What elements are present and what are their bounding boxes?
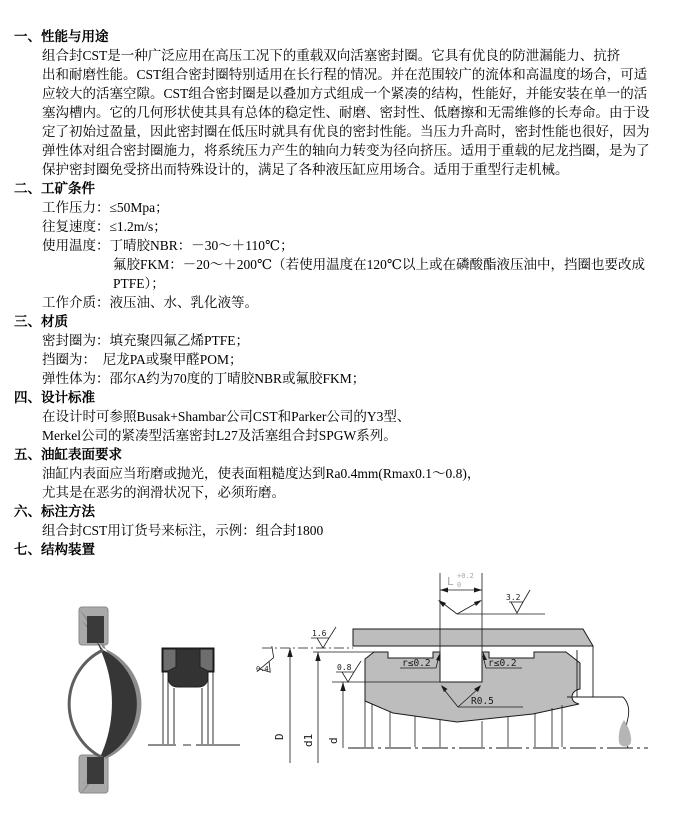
doc-line: 塞沟槽内。它的几何形状使其具有总体的稳定性、耐磨、密封性、低磨擦和无需维修的长寿命。由于设 xyxy=(42,105,650,120)
seal-cross-section xyxy=(148,648,240,745)
seal-end-face-bottom xyxy=(87,757,104,784)
seal-photo-3d xyxy=(69,607,141,795)
seal-inner-edge xyxy=(69,650,103,758)
dim-label-L: L xyxy=(447,575,454,588)
corner-radius-label-right: r≤0.2 xyxy=(488,658,517,669)
doc-line: Merkel公司的紧凑型活塞密封L27及活塞组合封SPGW系列。 xyxy=(42,428,397,443)
section-heading: 五、油缸表面要求 xyxy=(14,447,122,462)
section-heading: 六、标注方法 xyxy=(14,504,95,519)
doc-line: 使用温度：丁晴胶NBR：－30～＋110℃； xyxy=(42,238,294,253)
roughness-value-root: 0.8 xyxy=(337,663,352,672)
doc-line: 组合封CST用订货号来标注，示例：组合封1800 xyxy=(42,523,324,538)
groove-bottom-radius-label: R0.5 xyxy=(471,696,494,707)
doc-line: 密封圈为：填充聚四氟乙烯PTFE； xyxy=(42,333,250,348)
cylinder-wall xyxy=(353,629,593,646)
doc-line: 定了初始过盈量，因此密封圈在低压时就具有优良的密封性能。当压力升高时，密封性能也很好，因为 xyxy=(42,124,650,139)
break-section-blob xyxy=(619,720,631,747)
flank-roughness-leader xyxy=(438,590,545,614)
section-heading: 七、结构装置 xyxy=(14,542,95,557)
section-heading: 四、设计标准 xyxy=(14,390,95,405)
roughness-value-land: 1.6 xyxy=(312,629,327,638)
doc-line: 氟胶FKM：－20～＋200℃（若使用温度在120℃以上或在磷酸酯液压油中，挡圈也要改成PTFE）； xyxy=(113,257,645,291)
doc-line: 工作压力：≤50Mpa； xyxy=(42,200,169,215)
dim-label-L-tol-lower: 0 xyxy=(457,581,462,589)
doc-line: 弹性体对组合密封圈施力，将系统压力产生的轴向力转变为径向挤压。适用于重载的尼龙挡圈，是为了 xyxy=(42,143,650,158)
section-heading: 一、性能与用途 xyxy=(14,29,109,44)
corner-radius-label-left: r≤0.2 xyxy=(402,658,431,669)
roughness-value-flank: 3.2 xyxy=(506,593,521,602)
doc-line: 保护密封圈免受挤出而特殊设计的，满足了各种液压缸应用场合。适用于重型行走机械。 xyxy=(42,162,569,177)
doc-line: 往复速度：≤1.2m/s； xyxy=(42,219,167,234)
doc-line: 尤其是在恶劣的润滑状况下，必须珩磨。 xyxy=(42,485,285,500)
doc-line: 工作介质：液压油、水、乳化液等。 xyxy=(42,295,258,310)
section-heading: 三、材质 xyxy=(14,314,68,329)
doc-line: 组合封CST是一种广泛应用在高压工况下的重载双向活塞密封圈。它具有优良的防泄漏能力、抗挤 xyxy=(42,48,621,63)
dim-label-d1: d1 xyxy=(302,733,315,747)
doc-line: 挡圈为： 尼龙PA或聚甲醛POM； xyxy=(42,352,243,367)
roughness-value-bore: 0.4 xyxy=(256,665,269,673)
doc-line: 应较大的活塞空隙。CST组合密封圈是以叠加方式组成一个紧凑的结构，性能好，并能安装在单一的活 xyxy=(42,86,648,101)
doc-line: 油缸内表面应当珩磨或抛光，使表面粗糙度达到Ra0.4mm(Rmax0.1～0.8)， xyxy=(42,466,481,481)
doc-line: 弹性体为：邵尔A约为70度的丁晴胶NBR或氟胶FKM； xyxy=(42,371,366,386)
piston-groove-section xyxy=(365,652,580,722)
seal-end-face-top xyxy=(87,616,104,643)
section-heading: 二、工矿条件 xyxy=(14,181,95,196)
doc-line: 出和耐磨性能。CST组合密封圈特别适用在长行程的情况。并在范围较广的流体和高温度的场合，可适 xyxy=(42,67,648,82)
dim-label-d: d xyxy=(327,737,340,744)
roughness-symbol-0-4 xyxy=(250,646,284,679)
doc-line: 在设计时可参照Busak+Shambar公司CST和Parker公司的Y3型、 xyxy=(42,409,411,424)
dim-label-D: D xyxy=(273,733,286,740)
dim-label-L-tol-upper: +0.2 xyxy=(457,572,474,580)
